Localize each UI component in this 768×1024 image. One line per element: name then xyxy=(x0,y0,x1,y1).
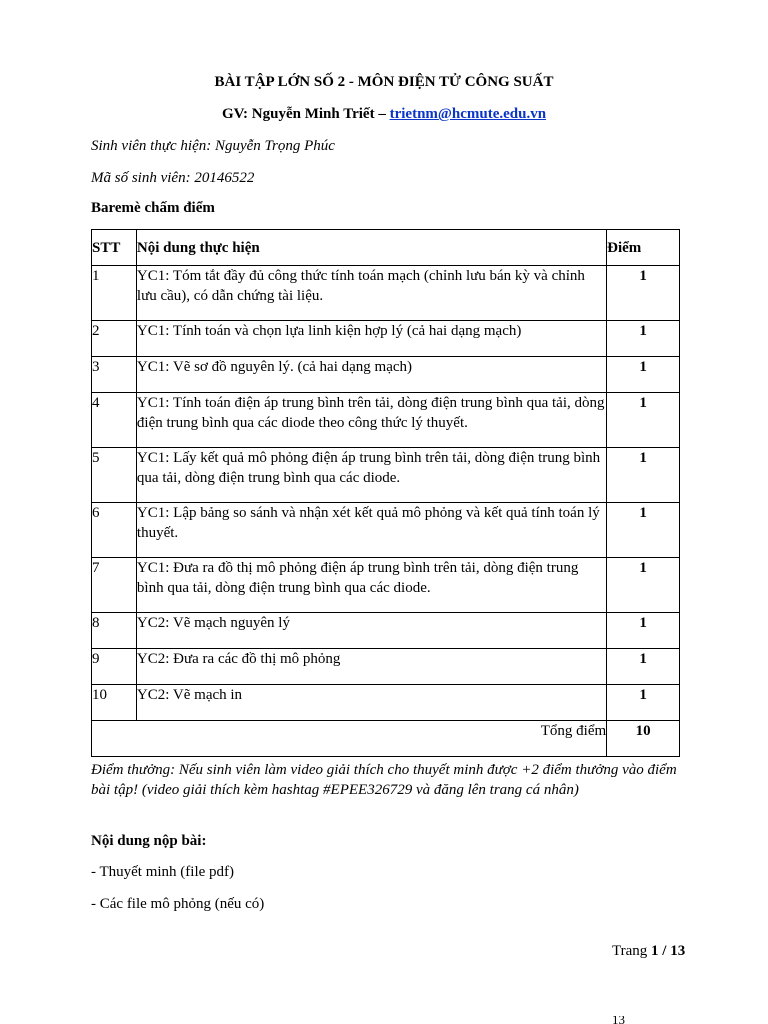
page-label: Trang xyxy=(612,943,652,959)
row-score: 1 xyxy=(607,503,680,558)
table-total-row xyxy=(92,721,680,757)
table-row xyxy=(92,321,680,357)
row-score: 1 xyxy=(607,649,680,685)
submission-item: - Thuyết minh (file pdf) xyxy=(91,864,235,880)
row-score: 1 xyxy=(607,613,680,649)
row-stt: 7 xyxy=(92,558,137,613)
row-score: 1 xyxy=(607,321,680,357)
student-id-line: Mã số sinh viên: 20146522 xyxy=(91,170,255,186)
column-header-score: Điểm xyxy=(607,230,680,266)
table-row xyxy=(92,266,680,321)
row-content: YC1: Vẽ sơ đồ nguyên lý. (cả hai dạng mạch) xyxy=(136,357,606,393)
grading-table xyxy=(91,229,680,757)
row-content: YC1: Đưa ra đồ thị mô phỏng điện áp trung bình trên tải, dòng điện trung bình qua tải, dòng điện trung bình qua các diode. xyxy=(136,558,606,613)
grading-heading: Baremè chấm điểm xyxy=(91,200,215,216)
row-content: YC1: Tóm tắt đầy đủ công thức tính toán mạch (chỉnh lưu bán kỳ và chỉnh lưu cầu), có dẫn chứng tài liệu. xyxy=(136,266,606,321)
student-name-line: Sinh viên thực hiện: Nguyễn Trọng Phúc xyxy=(91,138,335,154)
lecturer-email-link[interactable]: trietnm@hcmute.edu.vn xyxy=(389,106,547,122)
row-stt: 2 xyxy=(92,321,137,357)
total-value: 10 xyxy=(607,721,680,757)
page-footer xyxy=(612,943,685,960)
lecturer-line xyxy=(0,106,768,123)
total-label: Tổng điểm xyxy=(92,721,607,757)
column-header-stt: STT xyxy=(92,230,137,266)
bonus-note: Điểm thưởng: Nếu sinh viên làm video giải thích cho thuyết minh được +2 điểm thưởng vào điểm bài tập! (video giải thích kèm hashtag #EPEE326729 và đăng lên trang cá nhân) xyxy=(91,762,677,798)
submission-item: - Các file mô phỏng (nếu có) xyxy=(91,896,265,912)
column-header-content: Nội dung thực hiện xyxy=(136,230,606,266)
table-row xyxy=(92,649,680,685)
table-row xyxy=(92,503,680,558)
row-stt: 6 xyxy=(92,503,137,558)
row-stt: 5 xyxy=(92,448,137,503)
document-title: BÀI TẬP LỚN SỐ 2 - MÔN ĐIỆN TỬ CÔNG SUẤT xyxy=(214,74,554,90)
row-score: 1 xyxy=(607,448,680,503)
row-score: 1 xyxy=(607,685,680,721)
row-stt: 8 xyxy=(92,613,137,649)
table-row xyxy=(92,685,680,721)
table-row xyxy=(92,613,680,649)
row-stt: 4 xyxy=(92,393,137,448)
row-content: YC2: Vẽ mạch nguyên lý xyxy=(136,613,606,649)
table-row xyxy=(92,357,680,393)
row-content: YC1: Tính toán điện áp trung bình trên tải, dòng điện trung bình qua tải, dòng điện trung bình qua các diode theo công thức lý thuyết. xyxy=(136,393,606,448)
table-header-row xyxy=(92,230,680,266)
row-score: 1 xyxy=(607,266,680,321)
row-stt: 3 xyxy=(92,357,137,393)
table-row xyxy=(92,448,680,503)
row-content: YC1: Lập bảng so sánh và nhận xét kết quả mô phỏng và kết quả tính toán lý thuyết. xyxy=(136,503,606,558)
page-number: 1 / 13 xyxy=(651,943,686,959)
row-content: YC1: Lấy kết quả mô phỏng điện áp trung bình trên tải, dòng điện trung bình qua tải, dòng điện trung bình qua các diode. xyxy=(136,448,606,503)
row-stt: 10 xyxy=(92,685,137,721)
row-content: YC2: Đưa ra các đồ thị mô phỏng xyxy=(136,649,606,685)
lecturer-name: GV: Nguyễn Minh Triết – xyxy=(221,106,390,122)
row-stt: 9 xyxy=(92,649,137,685)
submission-heading: Nội dung nộp bài: xyxy=(91,833,207,849)
table-row xyxy=(92,558,680,613)
row-score: 1 xyxy=(607,393,680,448)
row-score: 1 xyxy=(607,357,680,393)
row-stt: 1 xyxy=(92,266,137,321)
row-content: YC1: Tính toán và chọn lựa linh kiện hợp lý (cả hai dạng mạch) xyxy=(136,321,606,357)
footer-overflow-text: 13 xyxy=(612,1016,625,1024)
row-score: 1 xyxy=(607,558,680,613)
table-row xyxy=(92,393,680,448)
row-content: YC2: Vẽ mạch in xyxy=(136,685,606,721)
